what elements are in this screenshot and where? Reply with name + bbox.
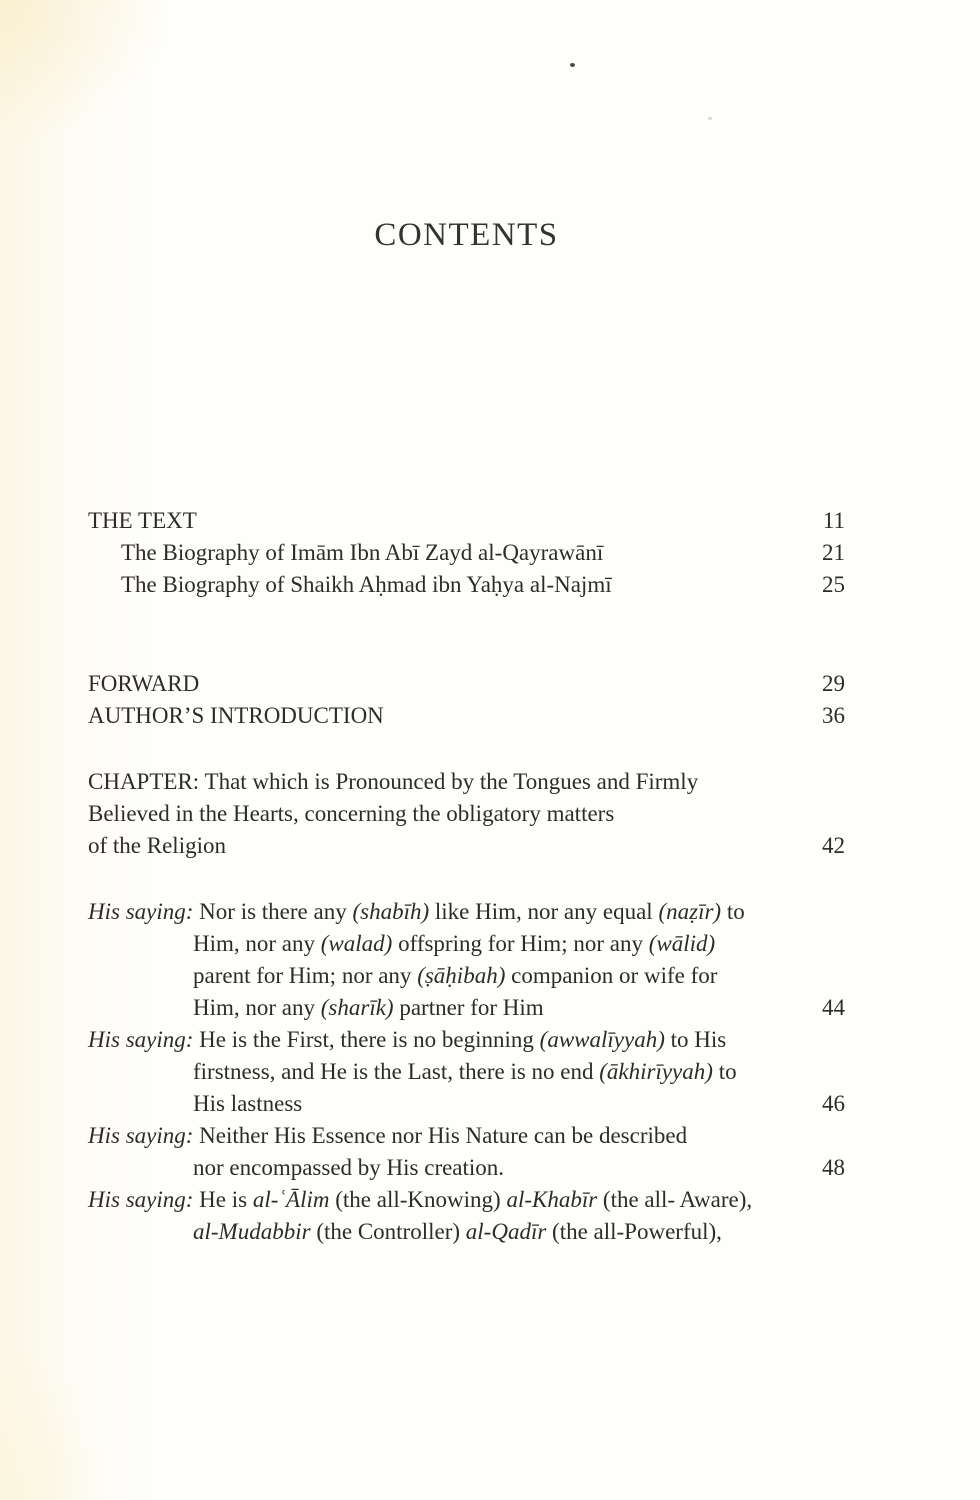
toc-entry-text bbox=[88, 700, 845, 732]
text-run-italic: His saying: bbox=[88, 1123, 194, 1148]
text-run: to bbox=[721, 899, 745, 924]
toc-entry-text bbox=[88, 1024, 845, 1120]
toc-entry-text bbox=[88, 505, 845, 537]
text-run: He is the First, there is no beginning bbox=[193, 1027, 540, 1052]
toc-entry-his-saying-3 bbox=[88, 1120, 845, 1184]
text-run-italic: (shabīh) bbox=[352, 899, 430, 924]
page-number: 21 bbox=[822, 540, 845, 565]
text-run-italic: al-Khabīr bbox=[506, 1187, 598, 1212]
text-run: AUTHOR’S INTRODUCTION bbox=[88, 703, 384, 728]
text-run-italic: His saying: bbox=[88, 1027, 194, 1052]
toc-entry-biography-shaikh-ahmad bbox=[88, 569, 845, 601]
text-run-italic: al-Qadīr bbox=[465, 1219, 547, 1244]
toc-entry-text bbox=[88, 766, 845, 862]
page-number: 44 bbox=[822, 995, 845, 1020]
toc-entry-chapter bbox=[88, 766, 845, 862]
text-run-italic: al-ʿĀlim bbox=[252, 1187, 330, 1212]
toc-entry-text bbox=[88, 668, 845, 700]
page-number: 36 bbox=[822, 703, 845, 728]
page-content bbox=[88, 0, 845, 1248]
toc-list bbox=[88, 505, 845, 1248]
toc-entry-his-saying-1 bbox=[88, 896, 845, 1024]
text-run-italic: (ākhirīyyah) bbox=[599, 1059, 713, 1084]
text-run: THE TEXT bbox=[88, 508, 197, 533]
page-number: 25 bbox=[822, 572, 845, 597]
text-run: (the all-Powerful), bbox=[546, 1219, 722, 1244]
page-number: 42 bbox=[822, 833, 845, 858]
text-run-italic: (sharīk) bbox=[320, 995, 394, 1020]
toc-entry-biography-ibn-abi-zayd bbox=[88, 537, 845, 569]
text-run-italic: (walad) bbox=[320, 931, 393, 956]
page-number: 11 bbox=[822, 508, 845, 533]
text-run: to bbox=[712, 1059, 737, 1084]
toc-entry-his-saying-4 bbox=[88, 1184, 845, 1248]
text-run: (the Controller) bbox=[310, 1219, 466, 1244]
page-title: CONTENTS bbox=[374, 217, 559, 253]
page-number: 46 bbox=[822, 1091, 845, 1116]
text-run: (the all-Knowing) bbox=[329, 1187, 507, 1212]
text-run: CHAPTER: That which is Pronounced by the Tongues and Firmly bbox=[88, 769, 699, 794]
text-run-italic: al-Mudabbir bbox=[193, 1219, 311, 1244]
text-run: (the all- Aware), bbox=[597, 1187, 753, 1212]
text-run-italic: His saying: bbox=[88, 899, 194, 924]
text-run: parent for Him; nor any bbox=[193, 963, 418, 988]
text-run: nor encompassed by His creation. bbox=[193, 1155, 505, 1180]
text-run: to His bbox=[664, 1027, 727, 1052]
toc-entry-text bbox=[88, 896, 845, 1024]
text-run: Nor is there any bbox=[193, 899, 353, 924]
text-run: He is bbox=[193, 1187, 253, 1212]
text-run: Him, nor any bbox=[193, 931, 321, 956]
text-run: Believed in the Hearts, concerning the obligatory matters bbox=[88, 801, 615, 826]
text-run-italic: (wālid) bbox=[648, 931, 716, 956]
text-run: partner for Him bbox=[393, 995, 544, 1020]
toc-entry-his-saying-2 bbox=[88, 1024, 845, 1120]
text-run: offspring for Him; nor any bbox=[392, 931, 649, 956]
text-run-italic: His saying: bbox=[88, 1187, 194, 1212]
toc-entry-authors-introduction bbox=[88, 700, 845, 732]
text-run: like Him, nor any equal bbox=[429, 899, 659, 924]
text-run-italic: (ṣāḥibah) bbox=[417, 963, 506, 988]
text-run: of the Religion bbox=[88, 833, 226, 858]
text-run: FORWARD bbox=[88, 671, 200, 696]
toc-entry-text bbox=[88, 1184, 845, 1248]
text-run: companion or wife for bbox=[505, 963, 718, 988]
text-run-italic: (awwalīyyah) bbox=[539, 1027, 665, 1052]
text-run: Neither His Essence nor His Nature can be described bbox=[193, 1123, 688, 1148]
scan-speck bbox=[570, 63, 575, 67]
toc-entry-the-text bbox=[88, 505, 845, 537]
toc-entry-text bbox=[88, 569, 845, 601]
toc-entry-text bbox=[88, 1120, 845, 1184]
text-run: The Biography of Imām Ibn Abī Zayd al-Qayrawānī bbox=[121, 540, 604, 565]
text-run: The Biography of Shaikh Aḥmad ibn Yaḥya al-Najmī bbox=[121, 572, 612, 597]
toc-entry-text bbox=[88, 537, 845, 569]
text-run-italic: (naẓīr) bbox=[658, 899, 722, 924]
page-number: 29 bbox=[822, 671, 845, 696]
text-run: firstness, and He is the Last, there is no end bbox=[193, 1059, 600, 1084]
scan-speck bbox=[708, 117, 712, 120]
page-number: 48 bbox=[822, 1155, 845, 1180]
text-run: His lastness bbox=[193, 1091, 303, 1116]
toc-entry-forward bbox=[88, 668, 845, 700]
text-run: Him, nor any bbox=[193, 995, 321, 1020]
